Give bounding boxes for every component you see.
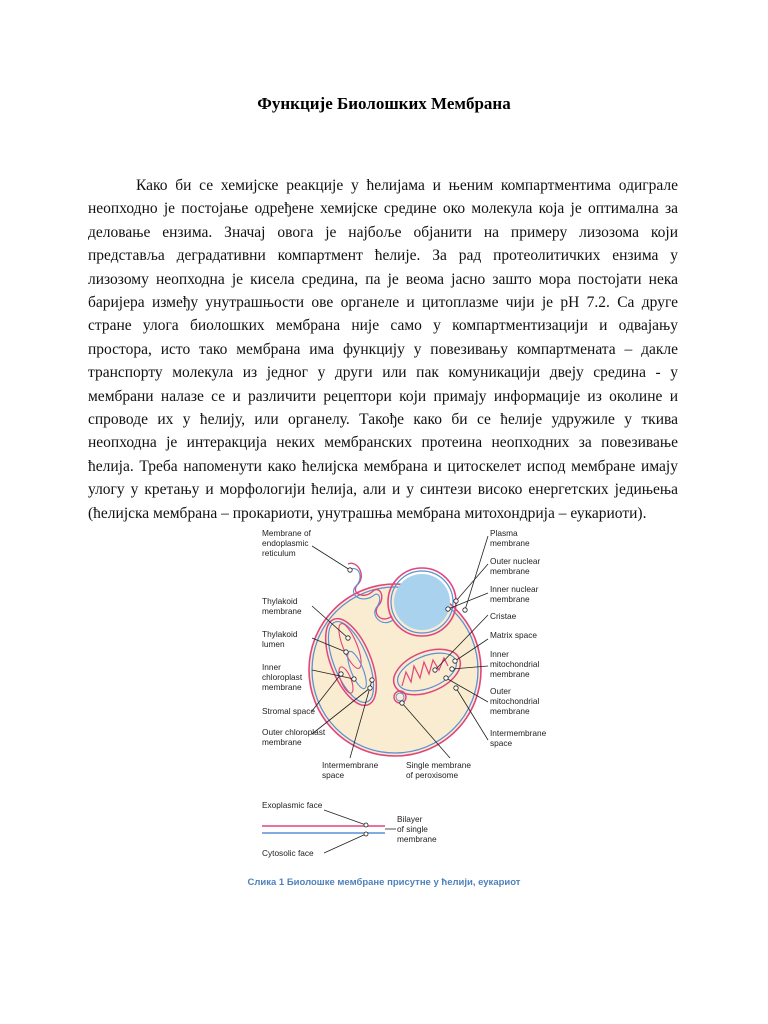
label-inner-nuclear-membrane: Inner nuclear membrane xyxy=(490,584,539,604)
label-thylakoid-lumen: Thylakoid lumen xyxy=(262,629,298,649)
cell-diagram xyxy=(250,520,570,870)
bilayer-pointers xyxy=(324,810,396,853)
page-title: Функције Биолошких Мембрана xyxy=(257,94,511,113)
bilayer-pointer-dots xyxy=(364,823,368,836)
label-stromal-space: Stromal space xyxy=(262,706,316,716)
label-inner-mitochondrial-membrane: Inner mitochondrial membrane xyxy=(490,649,540,679)
label-cristae: Cristae xyxy=(490,611,517,621)
label-peroxisome-membrane: Single membrane of peroxisome xyxy=(406,760,472,780)
label-intermembrane-space-bottom: Intermembrane space xyxy=(322,760,379,780)
label-outer-nuclear-membrane: Outer nuclear membrane xyxy=(490,556,541,576)
label-exoplasmic-face: Exoplasmic face xyxy=(262,800,323,810)
label-outer-chloroplast-membrane: Outer chloroplast membrane xyxy=(262,727,326,747)
label-matrix-space: Matrix space xyxy=(490,630,538,640)
label-er-membrane: Membrane of endoplasmic reticulum xyxy=(262,528,311,558)
body-paragraph: Како би се хемијске реакције у ћелијама и њеним компартментима одиграле неопходно је постојање одређене хемијске средине око молекула која је оптимална за деловање ензима. Значај овога је најбоље објанити на примеру лизозома који представља деградативни компартмент ћелије. За рад протеолитичких ензима у лизозому неопходна је кисела средина, па је веома јасно зашто мора постојати нека баријера између унутрашњости ове органеле и цитоплазме чији је pH 7.2. Са друге стране улога биолошких мембрана није само у компартментизацији и одвајању простора, исто тако мембрана има функцију у повезивању компартмената – дакле транспорту молекула из једног у други или пак комуникацији двеју средина - у мембрани налазе се и различити рецептори који примају информације из околине и спроводе их у ћелију, или органелу. Такође како би се ћелије удружиле у ткива неопходна је интеракција неких мембранских протеина неопходних за повезивање ћелија. Треба напоменути како ћелијска мембрана и цитоскелет испод мембране имају улогу у кретању и морфологији ћелија, али и у синтези високо енергетских једињења (ћелијска мембрана – прокариоти, унутрашња мембрана митохондрија – еукариоти). xyxy=(88,177,678,522)
cell-membrane-figure xyxy=(250,520,570,870)
figure-caption: Слика 1 Биолошке мембране присутне у ћелији, еукариот xyxy=(247,877,521,888)
label-bilayer: Bilayer of single membrane xyxy=(397,814,437,844)
label-intermembrane-space-right: Intermembrane space xyxy=(490,728,547,748)
label-thylakoid-membrane: Thylakoid membrane xyxy=(262,596,302,616)
label-cytosolic-face: Cytosolic face xyxy=(262,848,314,858)
label-inner-chloroplast-membrane: Inner chloroplast membrane xyxy=(262,662,303,692)
label-plasma-membrane: Plasma membrane xyxy=(490,528,530,548)
nucleus xyxy=(394,574,450,630)
label-outer-mitochondrial-membrane: Outer mitochondrial membrane xyxy=(490,686,540,716)
